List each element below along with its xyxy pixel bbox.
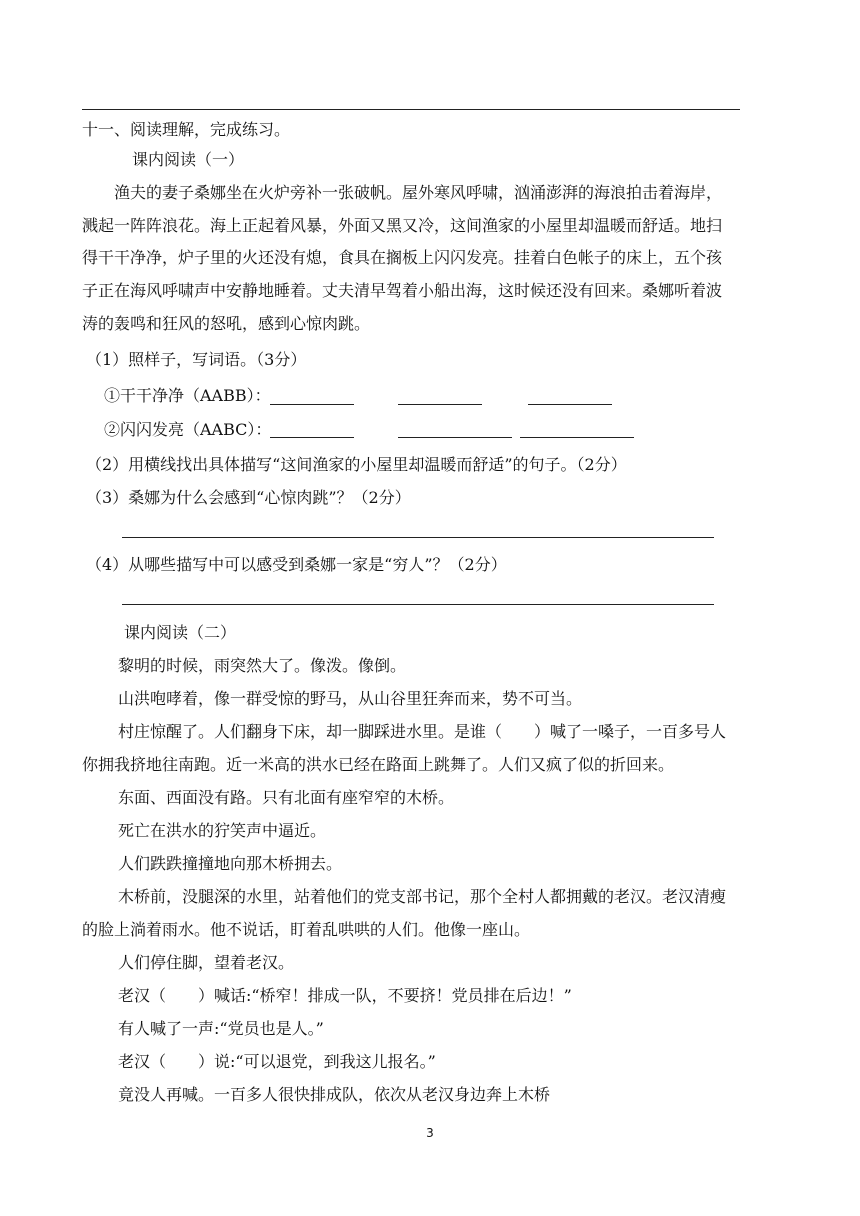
question-1b-label: ②闪闪发亮（AABC）： — [104, 420, 272, 439]
answer-line[interactable] — [122, 604, 714, 605]
answer-line[interactable] — [122, 537, 714, 538]
reading-2-line: 人们跌跌撞撞地向那木桥拥去。 — [118, 854, 343, 873]
reading-2-line: 老汉（ ）喊话:“桥窄！排成一队，不要挤！党员排在后边！” — [118, 986, 572, 1005]
answer-blank[interactable] — [270, 437, 354, 438]
reading-2-line: 木桥前，没腿深的水里，站着他们的党支部书记，那个全村人都拥戴的老汉。老汉清瘦 — [118, 887, 727, 906]
question-1: （1）照样子，写词语。（3分） — [86, 350, 307, 369]
reading-1-line: 渔夫的妻子桑娜坐在火炉旁补一张破帆。屋外寒风呼啸，汹涌澎湃的海浪拍击着海岸， — [114, 183, 723, 202]
reading-1-line: 涛的轰鸣和狂风的怒吼，感到心惊肉跳。 — [82, 314, 371, 333]
question-4: （4）从哪些描写中可以感受到桑娜一家是“穷人”？（2分） — [86, 555, 507, 574]
reading-2-line: 老汉（ ）说:“可以退党，到我这儿报名。” — [118, 1052, 436, 1071]
reading-1-heading: 课内阅读（一） — [132, 150, 245, 169]
reading-2-line: 黎明的时候，雨突然大了。像泼。像倒。 — [118, 656, 407, 675]
reading-2-line: 死亡在洪水的狞笑声中逼近。 — [118, 821, 327, 840]
answer-blank[interactable] — [528, 404, 612, 405]
reading-2-line: 人们停住脚，望着老汉。 — [118, 953, 295, 972]
reading-2-heading: 课内阅读（二） — [124, 623, 237, 642]
header-rule — [82, 109, 740, 110]
question-1a-label: ①干干净净（AABB）： — [104, 386, 271, 405]
section-title: 十一、阅读理解，完成练习。 — [82, 120, 291, 139]
answer-blank[interactable] — [270, 404, 354, 405]
question-2: （2）用横线找出具体描写“这间渔家的小屋里却温暖而舒适”的句子。（2分） — [86, 455, 627, 474]
reading-1-line: 溅起一阵阵浪花。海上正起着风暴，外面又黑又冷，这间渔家的小屋里却温暖而舒适。地扫 — [82, 216, 723, 235]
question-3: （3）桑娜为什么会感到“心惊肉跳”？（2分） — [86, 488, 411, 507]
reading-1-line: 得干干净净，炉子里的火还没有熄，食具在搁板上闪闪发亮。挂着白色帐子的床上，五个孩 — [82, 248, 723, 267]
page-number: 3 — [426, 1126, 434, 1140]
reading-2-line: 你拥我挤地往南跑。近一米高的洪水已经在路面上跳舞了。人们又疯了似的折回来。 — [82, 755, 675, 774]
reading-1-line: 子正在海风呼啸声中安静地睡着。丈夫清早驾着小船出海，这时候还没有回来。桑娜听着波 — [82, 281, 723, 300]
answer-blank[interactable] — [398, 404, 482, 405]
reading-2-line: 竟没人再喊。一百多人很快排成队，依次从老汉身边奔上木桥 — [118, 1085, 551, 1104]
answer-blank[interactable] — [398, 437, 512, 438]
reading-2-line: 山洪咆哮着，像一群受惊的野马，从山谷里狂奔而来，势不可当。 — [118, 689, 583, 708]
reading-2-line: 东面、西面没有路。只有北面有座窄窄的木桥。 — [118, 788, 455, 807]
reading-2-line: 村庄惊醒了。人们翻身下床，却一脚踩进水里。是谁（ ）喊了一嗓子，一百多号人 — [118, 722, 727, 741]
reading-2-line: 的脸上淌着雨水。他不说话，盯着乱哄哄的人们。他像一座山。 — [82, 920, 531, 939]
answer-blank[interactable] — [520, 437, 634, 438]
reading-2-line: 有人喊了一声:“党员也是人。” — [118, 1019, 324, 1038]
